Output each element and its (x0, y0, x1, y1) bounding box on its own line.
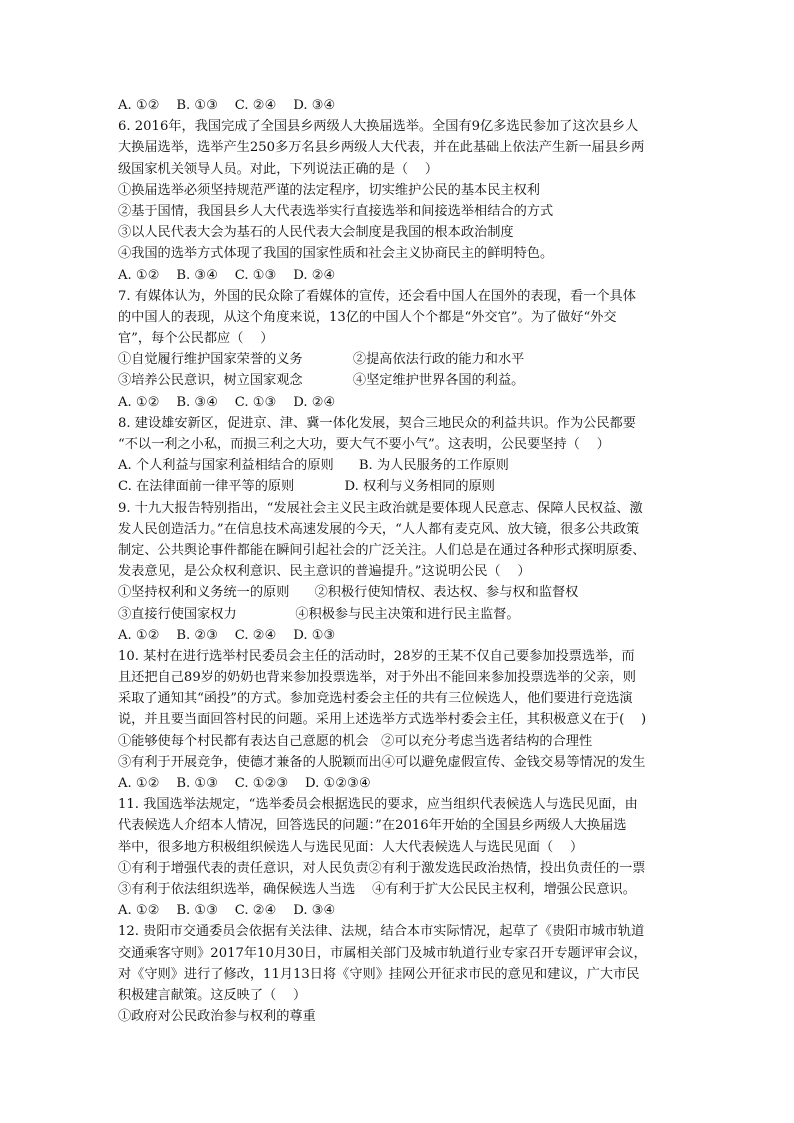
question-6-stem: 6. 2016年，我国完成了全国县乡两级人大换届选举。全国有9亿多选民参加了这次县乡人 (118, 119, 639, 135)
option-line: ①坚持权利和义务统一的原则 ②积极行使知情权、表达权、参与权和监督权 (118, 585, 579, 601)
question-9-stem: 9. 十九大报告特别指出，“发展社会主义民主政治就是要体现人民意志、保障人民权益、激 (118, 500, 643, 516)
option-line: ③有利于依法组织选举，确保候选人当选 ④有利于扩大公民民主权利，增强公民意识。 (118, 881, 636, 897)
text-line: 官”，每个公民都应（ ） (118, 331, 274, 347)
option-line: ①有利于增强代表的责任意识，对人民负责②有利于激发选民政治热情，投出负责任的一票 (118, 860, 646, 876)
text-line: 对《守则》进行了修改，11月13日将《守则》挂网公开征求市民的意见和建议，广大市民 (118, 966, 640, 982)
text-line: 的中国人的表现，从这个角度来说，13亿的中国人个个都是“外交官”。为了做好“外交 (118, 309, 617, 325)
option-line: ①能够使每个村民都有表达自己意愿的机会 ②可以充分考虑当选者结构的合理性 (118, 733, 593, 749)
text-line: 交通乘客守则》2017年10月30日，市属相关部门及城市轨道行业专家召开专题评审会议， (118, 945, 647, 961)
text-line: 且还把自己89岁的奶奶也背来参加投票选举，对于外出不能回来参加投票选举的父亲，则 (118, 670, 636, 686)
answer-choices: C. 在法律面前一律平等的原则 D. 权利与义务相同的原则 (118, 479, 495, 495)
answer-choices: A. ①② B. ①③ C. ②④ D. ③④ (118, 903, 336, 919)
answer-choices: A. ①② B. ②③ C. ②④ D. ①③ (118, 627, 336, 643)
text-line: A. ①② B. ①③ C. ②④ D. ③④ (118, 98, 336, 113)
answer-choices: A. ①② B. ③④ C. ①③ D. ②④ (118, 267, 336, 283)
text-line: 积极建言献策。这反映了（ ） (118, 987, 307, 1003)
text-line: 级国家机关领导人员。对此，下列说法正确的是（ ） (118, 161, 439, 177)
answer-choices: A. ①② B. ①③ C. ①②③ D. ①②③④ (118, 776, 371, 791)
exam-page (118, 95, 678, 1027)
question-12-stem: 12. 贵阳市交通委员会依据有关法律、法规，结合本市实际情况，起草了《贵阳市城市轨道 (118, 924, 645, 940)
text-line: “不以一利之小私，而损三利之大功，要大气不要小气”。这表明，公民要坚持（ ） (118, 437, 610, 452)
option-line: ①自觉履行维护国家荣誉的义务 ②提高依法行政的能力和水平 (118, 352, 525, 368)
option-line: ③有利于开展竞争，使德才兼备的人脱颖而出④可以避免虚假宣传、金钱交易等情况的发生 (118, 754, 646, 770)
option-line: ①政府对公民政治参与权利的尊重 (118, 1009, 316, 1025)
text-line: 大换届选举，选举产生250多万名县乡两级人大代表，并在此基础上依法产生新一届县乡两 (118, 140, 645, 156)
question-10-stem: 10. 某村在进行选举村民委员会主任的活动时，28岁的王某不仅自己要参加投票选举，而 (118, 648, 635, 664)
text-line: 代表候选人介绍本人情况，回答选民的问题：”在2016年开始的全国县乡两级人大换届选 (118, 818, 627, 834)
answer-choices: A. 个人利益与国家利益相结合的原则 B. 为人民服务的工作原则 (118, 458, 509, 474)
text-line: 说，并且要当面回答村民的问题。采用上述选举方式选举村委会主任，其积极意义在于( ) (118, 712, 647, 728)
option-line: ③以人民代表大会为基石的人民代表大会制度是我国的根本政治制度 (118, 225, 514, 241)
text-line: 举中，很多地方积极组织候选人与选民见面：人大代表候选人与选民见面（ ） (118, 839, 584, 855)
option-line: ②基于国情，我国县乡人大代表选举实行直接选举和间接选举相结合的方式 (118, 203, 554, 219)
question-11-stem: 11. 我国选举法规定，“选举委员会根据选民的要求，应当组织代表候选人与选民见面，由 (118, 797, 638, 813)
option-line: ③培养公民意识，树立国家观念 ④坚定维护世界各国的利益。 (118, 373, 525, 389)
option-line: ④我国的选举方式体现了我国的国家性质和社会主义协商民主的鲜明特色。 (118, 246, 554, 262)
option-line: ①换届选举必须坚持规范严谨的法定程序，切实维护公民的基本民主权利 (118, 182, 540, 198)
text-line: 制定、公共舆论事件都能在瞬间引起社会的广泛关注。人们总是在通过各种形式探明原委、 (118, 542, 646, 558)
question-7-stem: 7. 有媒体认为，外国的民众除了看媒体的宣传，还会看中国人在国外的表现，看一个具体 (118, 288, 636, 304)
question-8-stem: 8. 建设雄安新区，促进京、津、冀一体化发展，契合三地民众的利益共识。作为公民都要 (118, 415, 636, 431)
text-line: 发人民创造活力。”在信息技术高速发展的今天，“人人都有麦克风、放大镜，很多公共政策 (118, 521, 640, 537)
text-line: 发表意见，是公众权利意识、民主意识的普遍提升。”这说明公民（ ） (118, 564, 531, 580)
text-line: 采取了通知其“函投”的方式。参加竞选村委会主任的共有三位候选人，他们要进行竞选演 (118, 691, 633, 707)
option-line: ③直接行使国家权力 ④积极参与民主决策和进行民主监督。 (118, 606, 520, 622)
answer-choices: A. ①② B. ③④ C. ①③ D. ②④ (118, 394, 336, 410)
